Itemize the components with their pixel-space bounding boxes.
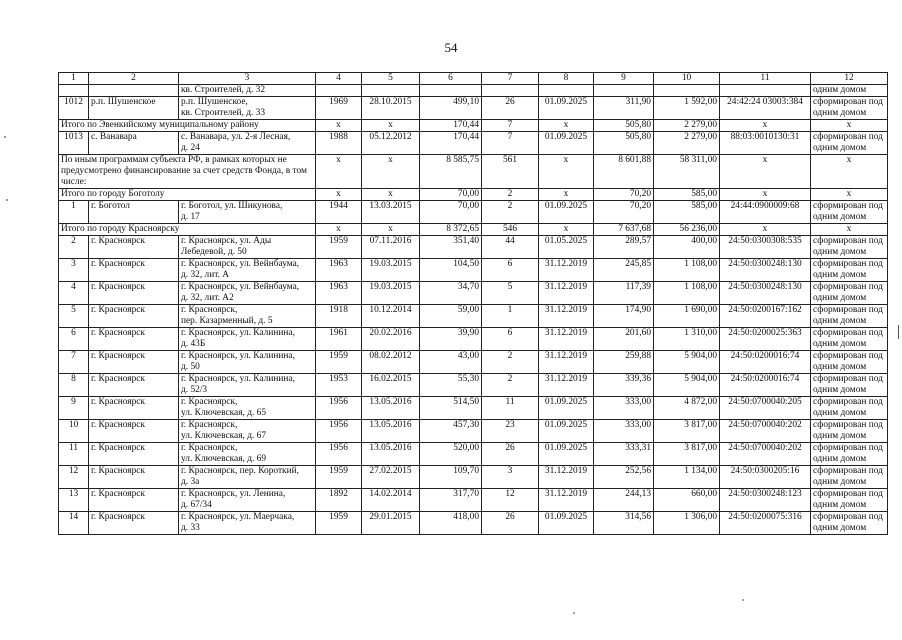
table-cell: 24:50:0300248:130 [720, 282, 811, 305]
table-cell: 24:50:0300308:535 [720, 236, 811, 259]
table-cell: 08.02.2012 [362, 351, 420, 374]
column-header: 3 [179, 73, 316, 85]
page-number: 54 [444, 40, 458, 55]
table-cell: х [362, 224, 420, 236]
table-cell: 27.02.2015 [362, 466, 420, 489]
table-cell: 19.03.2015 [362, 282, 420, 305]
table-cell: 5 [59, 305, 89, 328]
table-cell: сформирован под одним домом [811, 443, 888, 466]
table-cell: г. Красноярск, ул. Ключевская, д. 65 [179, 397, 316, 420]
table-cell: 2 279,00 [654, 132, 720, 155]
table-cell: сформирован под одним домом [811, 420, 888, 443]
table-cell: По иным программам субъекта РФ, в рамках которых не предусмотрено финансирование за счет средств Фонда, в том числе: [59, 155, 316, 189]
table-cell: 514,50 [420, 397, 482, 420]
table-cell: г. Красноярск, ул. Ады Лебедевой, д. 50 [179, 236, 316, 259]
table-cell [654, 85, 720, 97]
table-cell: с. Ванавара [89, 132, 179, 155]
table-cell: 6 [59, 328, 89, 351]
table-cell: г. Красноярск, ул. Вейнбаума, д. 32, лит. А2 [179, 282, 316, 305]
table-cell: 1 [59, 201, 89, 224]
table-cell: 55,30 [420, 374, 482, 397]
table-cell: 201,60 [594, 328, 654, 351]
table-cell: 1 134,00 [654, 466, 720, 489]
table-cell: 333,00 [594, 420, 654, 443]
table-cell: 8 601,88 [594, 155, 654, 189]
table-row [59, 420, 888, 443]
table-cell: 01.05.2025 [539, 236, 594, 259]
table-cell [482, 85, 539, 97]
table-cell: 70,20 [594, 189, 654, 201]
table-cell: 1 [482, 305, 539, 328]
table-cell: Итого по Эвенкийскому муниципальному району [59, 120, 316, 132]
table-cell: 1953 [316, 374, 362, 397]
table-cell: 3 817,00 [654, 420, 720, 443]
table-cell: 11 [59, 443, 89, 466]
table-row [59, 328, 888, 351]
table-cell: х [316, 224, 362, 236]
table-cell: 24:50:0300205:16 [720, 466, 811, 489]
table-cell: сформирован под одним домом [811, 397, 888, 420]
table-cell: 1956 [316, 443, 362, 466]
program-total-row [59, 155, 888, 189]
table-cell: сформирован под одним домом [811, 132, 888, 155]
table-cell: 26 [482, 97, 539, 120]
table-cell: 24:50:0300248:123 [720, 489, 811, 512]
table-cell: х [539, 155, 594, 189]
table-cell: 317,70 [420, 489, 482, 512]
table-cell: г. Красноярск, ул. Ключевская, д. 67 [179, 420, 316, 443]
table-cell: 14 [59, 512, 89, 535]
table-cell: р.п. Шушенское [89, 97, 179, 120]
table-cell: 10 [59, 420, 89, 443]
table-cell: сформирован под одним домом [811, 282, 888, 305]
table-cell: 43,00 [420, 351, 482, 374]
table-cell: 01.09.2025 [539, 132, 594, 155]
table-cell: 2 [482, 201, 539, 224]
table-cell: г. Красноярск [89, 236, 179, 259]
scan-speck [6, 199, 8, 201]
table-cell [316, 85, 362, 97]
table-cell: 8 [59, 374, 89, 397]
table-cell: х [720, 224, 811, 236]
table-cell: 19.03.2015 [362, 259, 420, 282]
table-cell: 3 [482, 466, 539, 489]
table-cell: х [539, 189, 594, 201]
table-cell: х [539, 224, 594, 236]
table-cell: г. Красноярск [89, 259, 179, 282]
table-cell: г. Красноярск [89, 489, 179, 512]
table-cell: х [316, 120, 362, 132]
table-row [59, 489, 888, 512]
table-cell: г. Красноярск [89, 328, 179, 351]
table-cell: 20.02.2016 [362, 328, 420, 351]
table-cell: 2 [482, 351, 539, 374]
column-header: 5 [362, 73, 420, 85]
table-cell: 01.09.2025 [539, 397, 594, 420]
table-cell: 333,31 [594, 443, 654, 466]
column-header: 1 [59, 73, 89, 85]
column-header: 10 [654, 73, 720, 85]
table-cell: 31.12.2019 [539, 489, 594, 512]
column-header: 9 [594, 73, 654, 85]
table-cell: 13.05.2016 [362, 397, 420, 420]
table-cell: 24:50:0700040:202 [720, 420, 811, 443]
table-cell: 24:50:0700040:202 [720, 443, 811, 466]
table-cell: г. Боготол [89, 201, 179, 224]
table-cell: 01.09.2025 [539, 97, 594, 120]
table-cell: 5 904,00 [654, 374, 720, 397]
table-cell: г. Красноярск, пер. Казарменный, д. 5 [179, 305, 316, 328]
table-cell: 418,00 [420, 512, 482, 535]
table-cell: 1944 [316, 201, 362, 224]
table-cell: г. Красноярск [89, 374, 179, 397]
table-cell: х [362, 189, 420, 201]
table-cell: 56 236,00 [654, 224, 720, 236]
table-cell: х [316, 155, 362, 189]
table-cell: г. Красноярск, ул. Калинина, д. 52/3 [179, 374, 316, 397]
table-cell: г. Красноярск [89, 282, 179, 305]
table-cell: сформирован под одним домом [811, 512, 888, 535]
table-cell: 4 [59, 282, 89, 305]
table-cell: 400,00 [654, 236, 720, 259]
table-cell: сформирован под одним домом [811, 259, 888, 282]
table-cell: 585,00 [654, 189, 720, 201]
table-cell: 1918 [316, 305, 362, 328]
table-cell: 1959 [316, 236, 362, 259]
table-cell: 6 [482, 259, 539, 282]
table-cell: 259,88 [594, 351, 654, 374]
column-header: 6 [420, 73, 482, 85]
table-cell: 252,56 [594, 466, 654, 489]
table-row [59, 132, 888, 155]
table-cell: 5 [482, 282, 539, 305]
header-row [59, 73, 888, 85]
table-cell: г. Красноярск, ул. Ключевская, д. 69 [179, 443, 316, 466]
table-cell: 4 872,00 [654, 397, 720, 420]
table-cell: 24:50:0200025:363 [720, 328, 811, 351]
table-cell: 1988 [316, 132, 362, 155]
table-cell: г. Красноярск, ул. Ленина, д. 67/34 [179, 489, 316, 512]
scan-speck [4, 136, 6, 138]
table-cell: 2 [482, 189, 539, 201]
subtotal-row [59, 189, 888, 201]
table-cell: 1959 [316, 466, 362, 489]
table-cell [59, 85, 89, 97]
table-cell: сформирован под одним домом [811, 97, 888, 120]
table-cell: 1969 [316, 97, 362, 120]
table-cell: 58 311,00 [654, 155, 720, 189]
table-cell: 31.12.2019 [539, 466, 594, 489]
table-cell: г. Красноярск, ул. Калинина, д. 50 [179, 351, 316, 374]
table-cell: 2 279,00 [654, 120, 720, 132]
table-cell: 31.12.2019 [539, 328, 594, 351]
table-cell: 1 108,00 [654, 282, 720, 305]
table-cell: 1013 [59, 132, 89, 155]
table-cell: г. Красноярск, пер. Короткий, д. 3а [179, 466, 316, 489]
table-cell: г. Красноярск [89, 443, 179, 466]
table-cell: 01.09.2025 [539, 443, 594, 466]
table-row [59, 201, 888, 224]
table-cell: 311,90 [594, 97, 654, 120]
table-cell: 7 [482, 120, 539, 132]
table-cell: 24:50:0700040:205 [720, 397, 811, 420]
table-cell: с. Ванавара, ул. 2-я Лесная, д. 24 [179, 132, 316, 155]
table-cell: г. Красноярск, ул. Калинина, д. 43Б [179, 328, 316, 351]
table-cell: 31.12.2019 [539, 305, 594, 328]
table-cell: р.п. Шушенское, кв. Строителей, д. 33 [179, 97, 316, 120]
table-cell: х [720, 155, 811, 189]
table-cell: х [362, 120, 420, 132]
table-cell: 1 690,00 [654, 305, 720, 328]
table-cell: сформирован под одним домом [811, 328, 888, 351]
table-cell: 8 372,65 [420, 224, 482, 236]
table-cell: 170,44 [420, 120, 482, 132]
table-cell: г. Боготол, ул. Шикунова, д. 17 [179, 201, 316, 224]
table-cell: 289,57 [594, 236, 654, 259]
table-cell: сформирован под одним домом [811, 305, 888, 328]
table-cell: 7 [59, 351, 89, 374]
table-cell: 12 [482, 489, 539, 512]
table-cell: г. Красноярск, ул. Маерчака, д. 33 [179, 512, 316, 535]
table-cell: г. Красноярск [89, 512, 179, 535]
table-cell: 24:44:0900009:68 [720, 201, 811, 224]
table-cell: 12 [59, 466, 89, 489]
scan-speck [742, 599, 744, 601]
table-cell: 660,00 [654, 489, 720, 512]
table-cell: 01.09.2025 [539, 201, 594, 224]
table-cell: х [811, 224, 888, 236]
column-header: 8 [539, 73, 594, 85]
table-cell: 59,00 [420, 305, 482, 328]
scan-speck [573, 612, 575, 614]
table-cell: х [316, 189, 362, 201]
table-cell: одним домом [811, 85, 888, 97]
table-cell: 505,80 [594, 120, 654, 132]
table-cell: Итого по городу Красноярску [59, 224, 316, 236]
table-cell: 1963 [316, 282, 362, 305]
table-cell: 31.12.2019 [539, 282, 594, 305]
table-cell: 13.05.2016 [362, 420, 420, 443]
table-cell: 174,90 [594, 305, 654, 328]
table-cell [362, 85, 420, 97]
scan-edge-mark [898, 325, 899, 339]
table-cell: 245,85 [594, 259, 654, 282]
table-cell: 1956 [316, 397, 362, 420]
table-cell: 28.10.2015 [362, 97, 420, 120]
table-row [59, 97, 888, 120]
table-cell: 3 [59, 259, 89, 282]
table-cell: 1963 [316, 259, 362, 282]
table-cell: 11 [482, 397, 539, 420]
table-cell: 26 [482, 443, 539, 466]
table-row [59, 305, 888, 328]
table-cell: 457,30 [420, 420, 482, 443]
table-cell: 39,90 [420, 328, 482, 351]
table-cell: 244,13 [594, 489, 654, 512]
table-cell: 44 [482, 236, 539, 259]
table-cell: х [720, 189, 811, 201]
table-cell: 16.02.2015 [362, 374, 420, 397]
table-cell: 1012 [59, 97, 89, 120]
table-cell: г. Красноярск [89, 351, 179, 374]
table-cell: 5 904,00 [654, 351, 720, 374]
table-cell: 31.12.2019 [539, 374, 594, 397]
table-cell: х [811, 189, 888, 201]
table-cell: 561 [482, 155, 539, 189]
subtotal-row [59, 224, 888, 236]
table-row [59, 282, 888, 305]
table-cell: 585,00 [654, 201, 720, 224]
subtotal-row [59, 120, 888, 132]
table-cell: 24:50:0300248:130 [720, 259, 811, 282]
table-cell: 24:50:0200075:316 [720, 512, 811, 535]
table-cell: 1956 [316, 420, 362, 443]
table-cell: Итого по городу Боготолу [59, 189, 316, 201]
table-cell: 104,50 [420, 259, 482, 282]
table-cell: сформирован под одним домом [811, 201, 888, 224]
table-cell: 351,40 [420, 236, 482, 259]
table-cell [594, 85, 654, 97]
table-cell [89, 85, 179, 97]
column-header: 11 [720, 73, 811, 85]
column-header: 12 [811, 73, 888, 85]
column-header: 2 [89, 73, 179, 85]
table-cell [720, 85, 811, 97]
table-cell: кв. Строителей, д. 32 [179, 85, 316, 97]
table-cell: 1 592,00 [654, 97, 720, 120]
table-cell: 1892 [316, 489, 362, 512]
table-cell: 499,10 [420, 97, 482, 120]
table-cell: 24:50:0200167:162 [720, 305, 811, 328]
table-cell: 8 585,75 [420, 155, 482, 189]
table-cell: 13.05.2016 [362, 443, 420, 466]
table-cell: сформирован под одним домом [811, 374, 888, 397]
column-header: 4 [316, 73, 362, 85]
table-cell [539, 85, 594, 97]
table-row [59, 236, 888, 259]
table-cell: 1 310,00 [654, 328, 720, 351]
housing-register-table [58, 72, 888, 535]
table-cell: х [811, 155, 888, 189]
table-cell: 2 [482, 374, 539, 397]
table-cell: 339,36 [594, 374, 654, 397]
table-cell: 24:42:24 03003:384 [720, 97, 811, 120]
table-row [59, 397, 888, 420]
table-cell: 546 [482, 224, 539, 236]
table-cell: 10.12.2014 [362, 305, 420, 328]
table-cell: 505,80 [594, 132, 654, 155]
table-cell: 70,20 [594, 201, 654, 224]
table-cell: 7 637,68 [594, 224, 654, 236]
table-cell: 24:50:0200016:74 [720, 351, 811, 374]
table-cell: г. Красноярск [89, 397, 179, 420]
table-cell [420, 85, 482, 97]
table-cell: 31.12.2019 [539, 351, 594, 374]
table-cell: сформирован под одним домом [811, 489, 888, 512]
table-cell: г. Красноярск, ул. Вейнбаума, д. 32, лит. А [179, 259, 316, 282]
table-cell: сформирован под одним домом [811, 236, 888, 259]
table-cell: 520,00 [420, 443, 482, 466]
table-cell: 34,70 [420, 282, 482, 305]
table-cell: 29.01.2015 [362, 512, 420, 535]
table-cell: х [720, 120, 811, 132]
table-cell: 13.03.2015 [362, 201, 420, 224]
table-row [59, 351, 888, 374]
table-cell: 1 306,00 [654, 512, 720, 535]
table-cell: 14.02.2014 [362, 489, 420, 512]
table-cell: 26 [482, 512, 539, 535]
table-row [59, 466, 888, 489]
table-cell: 6 [482, 328, 539, 351]
table-cell: сформирован под одним домом [811, 466, 888, 489]
table-cell: 314,56 [594, 512, 654, 535]
table-cell: 109,70 [420, 466, 482, 489]
table-cell: 31.12.2019 [539, 259, 594, 282]
table-cell: 05.12.2012 [362, 132, 420, 155]
table-cell: 13 [59, 489, 89, 512]
table-cell: х [362, 155, 420, 189]
table-cell: 01.09.2025 [539, 420, 594, 443]
table-cell: 170,44 [420, 132, 482, 155]
table-cell: 24:50:0200016:74 [720, 374, 811, 397]
table-row [59, 374, 888, 397]
table-cell: 3 817,00 [654, 443, 720, 466]
table-cell: х [539, 120, 594, 132]
table-cell: 2 [59, 236, 89, 259]
table-cell: 1961 [316, 328, 362, 351]
table-cell: 9 [59, 397, 89, 420]
continuation-row [59, 85, 888, 97]
table-cell: 1 108,00 [654, 259, 720, 282]
table-cell: 1959 [316, 351, 362, 374]
table-cell: 01.09.2025 [539, 512, 594, 535]
table-row [59, 443, 888, 466]
table-cell: сформирован под одним домом [811, 351, 888, 374]
table-cell: 7 [482, 132, 539, 155]
table-cell: 70,00 [420, 189, 482, 201]
table-cell: 117,39 [594, 282, 654, 305]
table-cell: 23 [482, 420, 539, 443]
table-cell: 07.11.2016 [362, 236, 420, 259]
table-cell: 70,00 [420, 201, 482, 224]
table-row [59, 259, 888, 282]
table-cell: 333,00 [594, 397, 654, 420]
column-header: 7 [482, 73, 539, 85]
table-cell: г. Красноярск [89, 420, 179, 443]
table-cell: х [811, 120, 888, 132]
table-cell: г. Красноярск [89, 466, 179, 489]
table-cell: 1959 [316, 512, 362, 535]
table-cell: 88:03:0010130:31 [720, 132, 811, 155]
table-row [59, 512, 888, 535]
table-cell: г. Красноярск [89, 305, 179, 328]
